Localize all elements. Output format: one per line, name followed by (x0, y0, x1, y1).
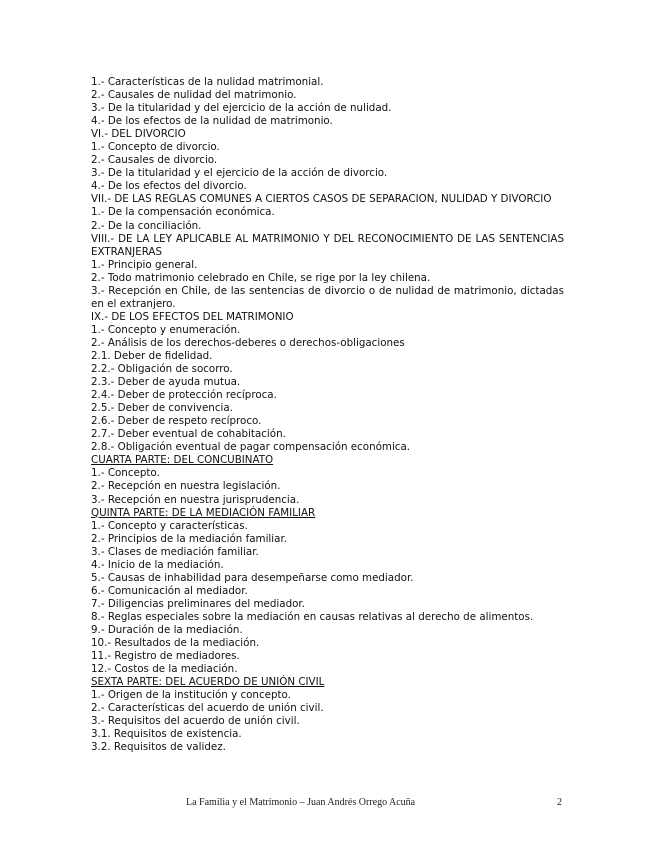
toc-line: 3.- Recepción en nuestra jurisprudencia. (91, 493, 300, 506)
toc-line: IX.- DE LOS EFECTOS DEL MATRIMONIO (91, 310, 294, 323)
toc-line: 2.7.- Deber eventual de cohabitación. (91, 428, 286, 441)
toc-line: 2.6.- Deber de respeto recíproco. (91, 415, 262, 428)
toc-line: 11.- Registro de mediadores. (91, 650, 240, 663)
section-heading: SEXTA PARTE: DEL ACUERDO DE UNIÓN CIVIL (91, 676, 325, 689)
toc-line: 4.- De los efectos de la nulidad de matrimonio. (91, 115, 333, 128)
page-number: 2 (557, 797, 562, 808)
toc-line: 3.- Clases de mediación familiar. (91, 545, 259, 558)
toc-line: 3.1. Requisitos de existencia. (91, 728, 242, 741)
toc-line: 4.- Inicio de la mediación. (91, 558, 224, 571)
toc-line: 5.- Causas de inhabilidad para desempeñarse como mediador. (91, 571, 414, 584)
toc-line: 2.5.- Deber de convivencia. (91, 402, 233, 415)
section-heading: QUINTA PARTE: DE LA MEDIACIÓN FAMILIAR (91, 506, 316, 519)
toc-line: 3.- De la titularidad y del ejercicio de la acción de nulidad. (91, 102, 392, 115)
toc-line: 2.8.- Obligación eventual de pagar compensación económica. (91, 441, 411, 454)
toc-line: 1.- Concepto de divorcio. (91, 141, 220, 154)
toc-line: 6.- Comunicación al mediador. (91, 584, 248, 597)
toc-line: 8.- Reglas especiales sobre la mediación en causas relativas al derecho de alimentos. (91, 610, 534, 623)
toc-line: 2.- Características del acuerdo de unión civil. (91, 702, 324, 715)
toc-line: 2.2.- Obligación de socorro. (91, 363, 233, 376)
toc-line: 1.- De la compensación económica. (91, 206, 275, 219)
toc-line: VIII.- DE LA LEY APLICABLE AL MATRIMONIO Y DEL RECONOCIMIENTO DE LAS SENTENCIAS EXTRANJERAS (91, 232, 564, 258)
toc-line: 10.- Resultados de la mediación. (91, 637, 260, 650)
toc-line: 1.- Concepto y características. (91, 519, 248, 532)
toc-line: 3.- De la titularidad y el ejercicio de la acción de divorcio. (91, 167, 388, 180)
toc-line: 1.- Origen de la institución y concepto. (91, 689, 291, 702)
toc-line: 2.- Principios de la mediación familiar. (91, 532, 288, 545)
toc-line: 4.- De los efectos del divorcio. (91, 180, 247, 193)
toc-line: 7.- Diligencias preliminares del mediador. (91, 597, 305, 610)
toc-line: 1.- Concepto. (91, 467, 160, 480)
toc-line: VII.- DE LAS REGLAS COMUNES A CIERTOS CASOS DE SEPARACION, NULIDAD Y DIVORCIO (91, 193, 552, 206)
toc-line: 2.- Análisis de los derechos-deberes o derechos-obligaciones (91, 336, 405, 349)
toc-line: 2.- Recepción en nuestra legislación. (91, 480, 281, 493)
toc-line: 3.- Recepción en Chile, de las sentencias de divorcio o de nulidad de matrimonio, dictadas en el extranjero. (91, 284, 564, 310)
section-heading: CUARTA PARTE: DEL CONCUBINATO (91, 454, 274, 467)
toc-line: 2.- Todo matrimonio celebrado en Chile, se rige por la ley chilena. (91, 271, 431, 284)
toc-line: 3.2. Requisitos de validez. (91, 741, 226, 754)
toc-line: 12.- Costos de la mediación. (91, 663, 238, 676)
toc-line: 1.- Concepto y enumeración. (91, 323, 241, 336)
toc-line: 1.- Principio general. (91, 258, 198, 271)
toc-line: VI.- DEL DIVORCIO (91, 128, 186, 141)
toc-line: 2.- De la conciliación. (91, 219, 202, 232)
toc-line: 2.4.- Deber de protección recíproca. (91, 389, 277, 402)
toc-line: 2.- Causales de divorcio. (91, 154, 218, 167)
toc-line: 1.- Características de la nulidad matrimonial. (91, 76, 324, 88)
footer-text: La Familia y el Matrimonio – Juan Andrés Orrego Acuña (186, 797, 416, 808)
document-body (91, 76, 564, 754)
toc-line: 3.- Requisitos del acuerdo de unión civil. (91, 715, 300, 728)
toc-line: 9.- Duración de la mediación. (91, 623, 243, 636)
toc-line: 2.3.- Deber de ayuda mutua. (91, 376, 241, 389)
toc-line: 2.- Causales de nulidad del matrimonio. (91, 89, 297, 102)
toc-line: 2.1. Deber de fidelidad. (91, 349, 213, 362)
